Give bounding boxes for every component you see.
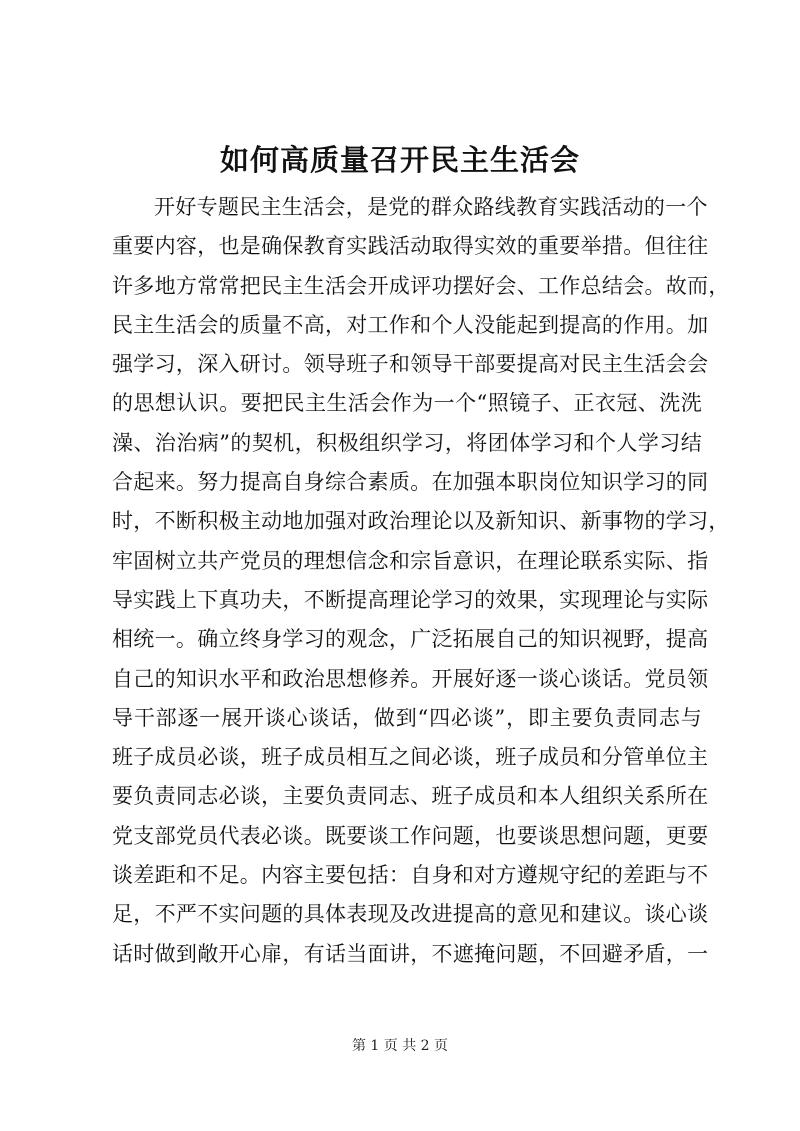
body-line: 澡、治治病”的契机，积极组织学习，将团体学习和个人学习结 bbox=[112, 430, 702, 455]
body-line: 班子成员必谈，班子成员相互之间必谈，班子成员和分管单位主 bbox=[112, 745, 709, 770]
body-line: 要负责同志必谈，主要负责同志、班子成员和本人组织关系所在 bbox=[112, 784, 709, 809]
body-text bbox=[112, 188, 730, 974]
body-line: 相统一。确立终身学习的观念，广泛拓展自己的知识视野，提高 bbox=[112, 627, 709, 652]
body-line: 合起来。努力提高自身综合素质。在加强本职岗位知识学习的同 bbox=[112, 470, 709, 495]
body-line: 党支部党员代表必谈。既要谈工作问题，也要谈思想问题，更要 bbox=[112, 823, 709, 848]
body-line: 导干部逐一展开谈心谈话，做到“四必谈”，即主要负责同志与 bbox=[112, 705, 702, 730]
body-line: 时，不断积极主动地加强对政治理论以及新知识、新事物的学习， bbox=[112, 509, 730, 534]
body-line: 话时做到敞开心扉，有话当面讲，不遮掩问题，不回避矛盾，一 bbox=[112, 941, 709, 966]
body-line: 谈差距和不足。内容主要包括：自身和对方遵规守纪的差距与不 bbox=[112, 863, 709, 888]
body-line: 牢固树立共产党员的理想信念和宗旨意识，在理论联系实际、指 bbox=[112, 548, 709, 573]
body-line: 许多地方常常把民主生活会开成评功摆好会、工作总结会。故而， bbox=[112, 273, 730, 298]
body-line: 的思想认识。要把民主生活会作为一个“照镜子、正衣冠、洗洗 bbox=[112, 391, 702, 416]
body-line: 民主生活会的质量不高，对工作和个人没能起到提高的作用。加 bbox=[112, 312, 709, 337]
body-line: 足，不严不实问题的具体表现及改进提高的意见和建议。谈心谈 bbox=[112, 902, 709, 927]
body-line: 导实践上下真功夫，不断提高理论学习的效果，实现理论与实际 bbox=[112, 587, 709, 612]
body-line: 强学习，深入研讨。领导班子和领导干部要提高对民主生活会会 bbox=[112, 352, 709, 377]
page-footer: 第 1 页 共 2 页 bbox=[351, 1038, 449, 1054]
body-line: 自己的知识水平和政治思想修养。开展好逐一谈心谈话。党员领 bbox=[112, 666, 709, 691]
page-title: 如何高质量召开民主生活会 bbox=[219, 143, 580, 177]
body-line: 开好专题民主生活会，是党的群众路线教育实践活动的一个 bbox=[154, 195, 708, 219]
body-line: 重要内容，也是确保教育实践活动取得实效的重要举措。但往往 bbox=[112, 234, 709, 259]
